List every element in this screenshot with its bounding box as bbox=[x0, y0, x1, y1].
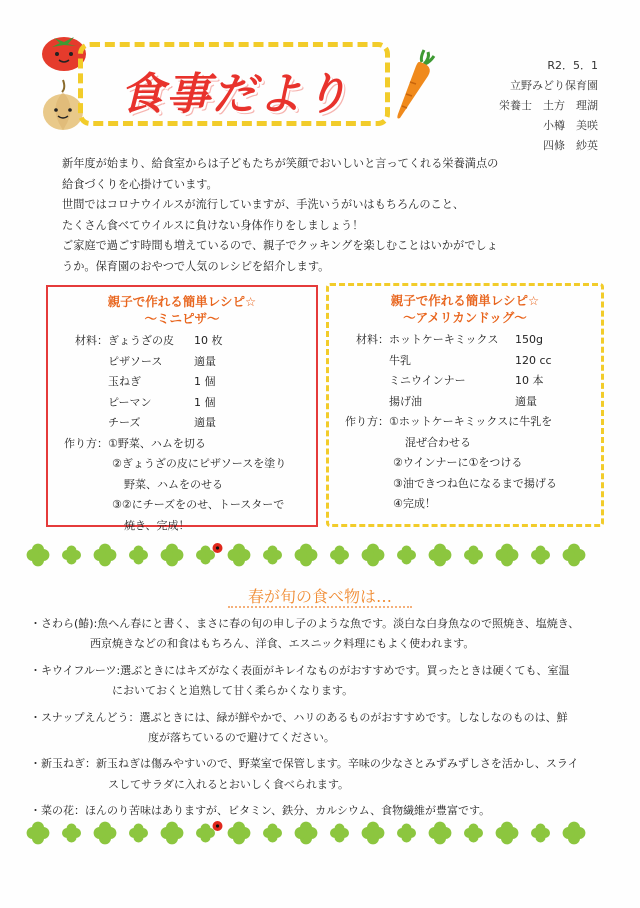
clover-icon bbox=[330, 824, 349, 843]
season-title: 春が旬の食べ物は… bbox=[247, 587, 392, 606]
ingredient-qty: 適量 bbox=[194, 416, 216, 429]
ladybug-icon bbox=[213, 821, 223, 831]
list-item bbox=[30, 708, 610, 749]
step-text: ③②にチーズをのせ、トースターで bbox=[112, 498, 285, 511]
step-text: ③油できつね色になるまで揚げる bbox=[393, 476, 557, 490]
issue-date: R2．5．1 bbox=[547, 59, 598, 72]
clover-icon bbox=[62, 546, 81, 565]
recipe-dish-name: ～ミニピザ～ bbox=[144, 311, 220, 326]
list-item bbox=[30, 614, 610, 655]
clover-icon bbox=[330, 546, 349, 565]
ingredient-name: 牛乳 bbox=[389, 353, 411, 367]
ingredient-qty: 1 個 bbox=[194, 395, 216, 409]
clover-icon bbox=[263, 546, 282, 565]
staff-name: 四條 紗英 bbox=[543, 139, 598, 152]
ingredient-row bbox=[329, 371, 601, 392]
recipe-body bbox=[329, 330, 601, 515]
clover-icon bbox=[196, 546, 215, 565]
clover-icon bbox=[563, 822, 586, 845]
clover-icon bbox=[429, 822, 452, 845]
clover-icon bbox=[496, 544, 519, 567]
clover-icon bbox=[397, 546, 416, 565]
recipe-box-american-dog bbox=[326, 283, 604, 527]
clover-icon bbox=[161, 544, 184, 567]
clover-icon bbox=[464, 824, 483, 843]
staff-name: 小樽 美咲 bbox=[543, 119, 598, 132]
staff-role: 栄養士 bbox=[499, 99, 532, 112]
steps-label: 作り方： bbox=[345, 415, 389, 428]
intro-line: 世間ではコロナウイルスが流行していますが、手洗いうがいはもちろんのこと、 bbox=[62, 198, 465, 211]
item-text: ・菜の花：ほんのり苦味はありますが、ビタミン、鉄分、カルシウム、食物繊維が豊富です。 bbox=[30, 804, 491, 818]
clover-icon bbox=[496, 822, 519, 845]
intro-line: うか。保育園のおやつで人気のレシピを紹介します。 bbox=[62, 259, 330, 273]
clover-icon bbox=[464, 546, 483, 565]
intro-line: 新年度が始まり、給食室からは子どもたちが笑顔でおいしいと言ってくれる栄養満点の bbox=[62, 157, 499, 170]
step-text-cont: 混ぜ合わせる bbox=[405, 435, 471, 449]
clover-icon bbox=[362, 822, 385, 845]
ingredient-row bbox=[329, 330, 601, 351]
item-text: ・新玉ねぎ：新玉ねぎは傷みやすいので、野菜室で保管します。辛味の少なさとみずみずしさを活かし、スライ bbox=[30, 757, 579, 771]
header-meta bbox=[478, 56, 598, 156]
ingredient-name: 揚げ油 bbox=[389, 394, 422, 408]
clover-icon bbox=[228, 822, 251, 845]
clover-icon bbox=[20, 540, 620, 570]
ingredient-name: ミニウインナー bbox=[389, 374, 466, 387]
ingredient-name: ホットケーキミックス bbox=[389, 333, 499, 346]
ingredients-label: 材料： bbox=[75, 334, 108, 347]
clover-icon bbox=[295, 822, 318, 845]
clover-divider-bottom bbox=[20, 818, 620, 848]
steps-label: 作り方： bbox=[64, 436, 108, 450]
item-text-cont: においておくと追熟して甘く柔らかくなります。 bbox=[112, 684, 354, 698]
recipe-title-line: 親子で作れる簡単レシピ☆ bbox=[107, 294, 257, 309]
clover-icon bbox=[196, 824, 215, 843]
list-item bbox=[30, 754, 610, 795]
step-text: ①野菜、ハムを切る bbox=[108, 436, 206, 450]
ingredient-name: チーズ bbox=[108, 416, 141, 429]
intro-text bbox=[62, 154, 552, 277]
staff-name: 土方 理湖 bbox=[543, 99, 598, 112]
ingredient-qty: 10 枚 bbox=[194, 334, 223, 347]
item-text-cont: 度が落ちているので避けてください。 bbox=[148, 731, 335, 745]
clover-icon bbox=[27, 822, 50, 845]
season-title-underline bbox=[228, 606, 412, 608]
step-text: ②ウインナーに①をつける bbox=[393, 456, 523, 469]
ingredient-qty: 150g bbox=[515, 333, 543, 346]
ingredient-row bbox=[329, 351, 601, 372]
recipe-box-mini-pizza bbox=[46, 285, 318, 532]
ingredients-label: 材料： bbox=[356, 333, 389, 346]
clover-icon bbox=[27, 544, 50, 567]
ingredient-qty: 1 個 bbox=[194, 375, 216, 388]
clover-icon bbox=[228, 544, 251, 567]
ingredient-row bbox=[48, 372, 316, 393]
clover-icon bbox=[397, 824, 416, 843]
ladybug-icon bbox=[213, 543, 223, 553]
recipe-title bbox=[329, 292, 601, 326]
clover-icon bbox=[129, 824, 148, 843]
recipe-title-line: 親子で作れる簡単レシピ☆ bbox=[390, 293, 540, 308]
step-row bbox=[329, 412, 601, 433]
ingredient-row bbox=[48, 331, 316, 352]
ingredient-name: ぎょうざの皮 bbox=[108, 334, 174, 347]
step-text-cont: 野菜、ハムをのせる bbox=[124, 477, 223, 491]
intro-line: 給食づくりを心掛けています。 bbox=[62, 177, 218, 191]
clover-icon bbox=[295, 544, 318, 567]
staff-line bbox=[478, 136, 598, 156]
ingredient-row bbox=[48, 393, 316, 414]
item-text-cont: スしてサラダに入れるとおいしく食べられます。 bbox=[108, 777, 350, 791]
ingredient-row bbox=[48, 413, 316, 434]
ingredient-name: 玉ねぎ bbox=[108, 375, 141, 388]
clover-divider-top bbox=[20, 540, 620, 570]
clover-icon bbox=[161, 822, 184, 845]
clover-icon bbox=[20, 818, 620, 848]
clover-icon bbox=[531, 546, 550, 565]
clover-icon bbox=[263, 824, 282, 843]
organization-name: 立野みどり保育園 bbox=[510, 79, 598, 92]
ingredient-qty: 適量 bbox=[194, 354, 216, 368]
clover-icon bbox=[531, 824, 550, 843]
clover-icon bbox=[362, 544, 385, 567]
clover-icon bbox=[563, 544, 586, 567]
recipe-body bbox=[48, 331, 316, 536]
page-title: 食事だより bbox=[120, 69, 350, 120]
ingredient-qty: 120 cc bbox=[515, 353, 552, 367]
clover-icon bbox=[129, 546, 148, 565]
ingredient-qty: 適量 bbox=[515, 394, 537, 408]
recipe-dish-name: ～アメリカンドッグ～ bbox=[403, 310, 527, 325]
staff-line bbox=[478, 116, 598, 136]
staff-line bbox=[478, 96, 598, 116]
item-text: ・キウイフルーツ:選ぶときにはキズがなく表面がキレイなものがおすすめです。買ったときは硬くても、室温 bbox=[30, 663, 570, 677]
list-item bbox=[30, 661, 610, 702]
clover-icon bbox=[94, 822, 117, 845]
intro-line: たくさん食べてウイルスに負けない身体作りをしましょう！ bbox=[62, 218, 364, 232]
step-text: ①ホットケーキミックスに牛乳を bbox=[389, 415, 553, 428]
recipe-title bbox=[48, 293, 316, 327]
step-text: ②ぎょうざの皮にピザソースを塗り bbox=[112, 457, 287, 470]
ingredient-name: ピザソース bbox=[108, 354, 163, 368]
ingredient-name: ピーマン bbox=[108, 395, 152, 409]
clover-icon bbox=[429, 544, 452, 567]
ingredient-row bbox=[329, 392, 601, 413]
ingredient-qty: 10 本 bbox=[515, 374, 544, 387]
step-text-cont: 焼き、完成！ bbox=[124, 518, 190, 532]
carrot-icon bbox=[390, 46, 440, 122]
intro-line: ご家庭で過ごす時間も増えているので、親子でクッキングを楽しむことはいかがでしょ bbox=[62, 239, 498, 252]
item-text: ・さわら(鰆):魚へん春にと書く、まさに春の旬の申し子のような魚です。淡白な白身魚なので照焼き、塩焼き、 bbox=[30, 617, 580, 630]
clover-icon bbox=[94, 544, 117, 567]
item-text-cont: 西京焼きなどの和食はもちろん、洋食、エスニック料理にもよく使われます。 bbox=[90, 637, 475, 651]
ingredient-row bbox=[48, 352, 316, 373]
step-row bbox=[48, 434, 316, 455]
step-text: ④完成！ bbox=[393, 497, 436, 510]
season-food-list bbox=[30, 614, 610, 828]
item-text: ・スナップえんどう：選ぶときには、緑が鮮やかで、ハリのあるものがおすすめです。しなしなのものは、鮮 bbox=[30, 710, 568, 724]
clover-icon bbox=[62, 824, 81, 843]
